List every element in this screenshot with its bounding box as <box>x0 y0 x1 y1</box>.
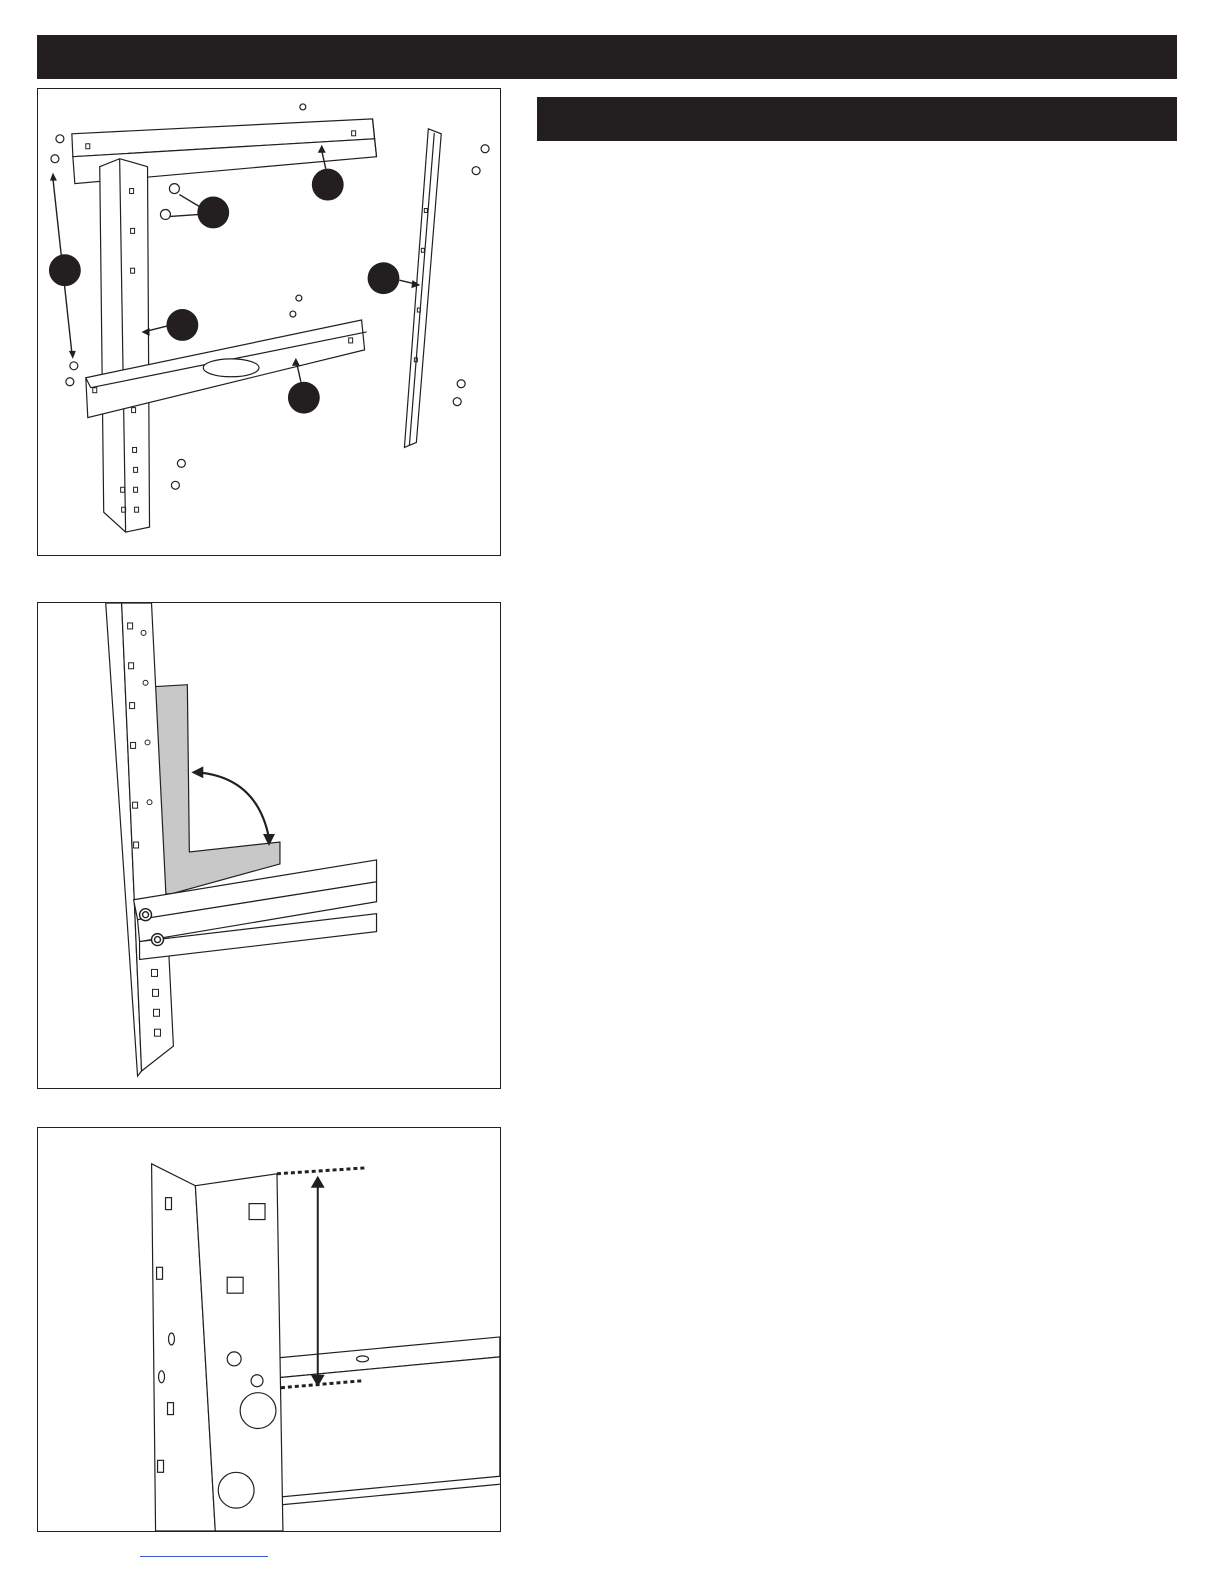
callout-3 <box>49 254 81 286</box>
page-header-bar <box>37 35 1177 79</box>
square-check-figure <box>37 602 501 1089</box>
square-check-illustration <box>38 603 500 1088</box>
exploded-frame-illustration <box>38 89 500 555</box>
section-header-bar <box>537 97 1177 141</box>
rail-height-figure <box>37 1127 501 1532</box>
callout-2 <box>197 197 229 229</box>
exploded-frame-figure <box>37 88 501 556</box>
callout-4 <box>368 262 400 294</box>
footer-link-underline[interactable] <box>140 1556 268 1557</box>
callout-5 <box>166 309 198 341</box>
callout-6 <box>288 382 320 414</box>
callout-1 <box>312 169 344 201</box>
rail-height-illustration <box>38 1128 500 1531</box>
